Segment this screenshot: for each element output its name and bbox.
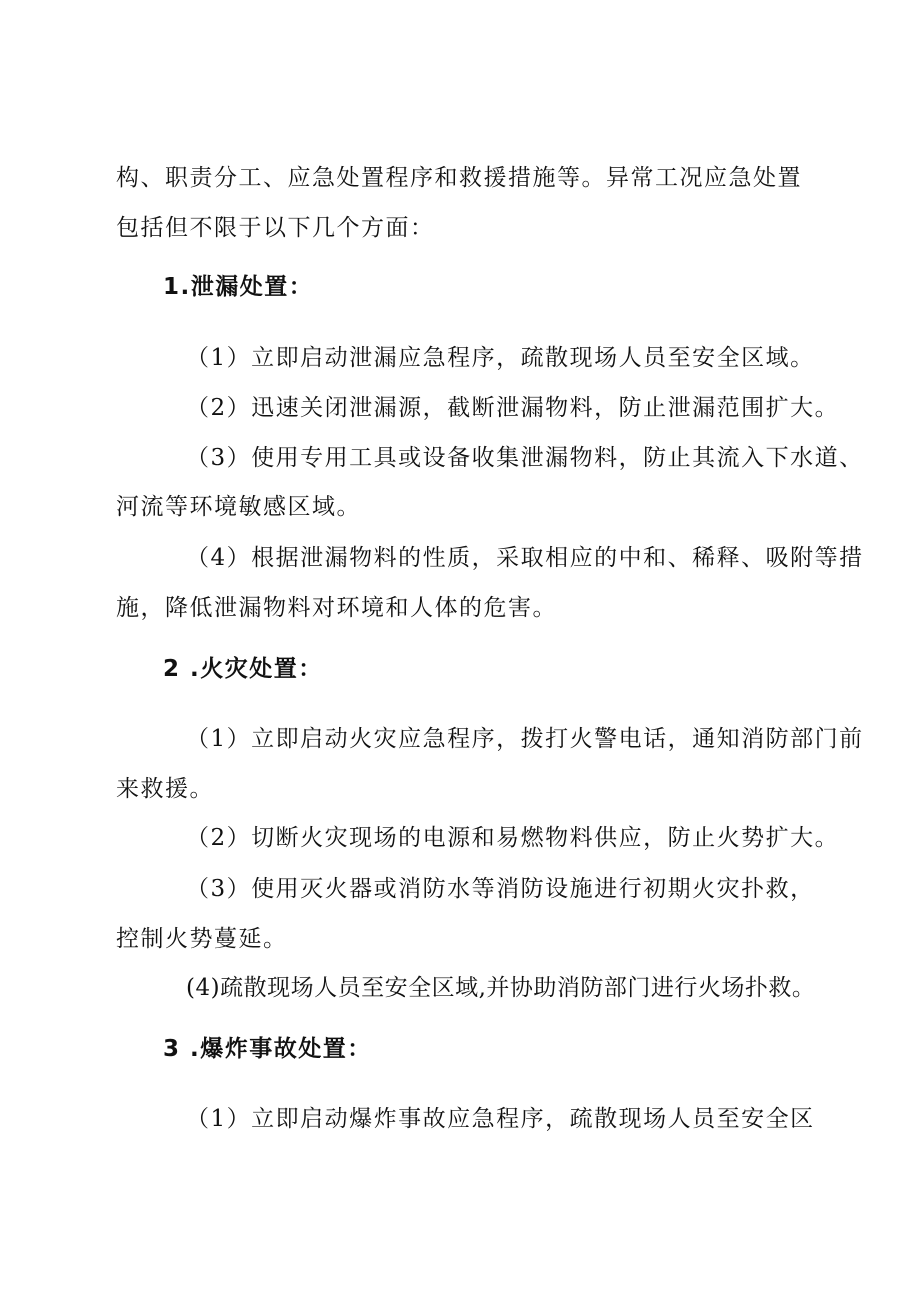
fire-item-3-line-1: （3）使用灭火器或消防水等消防设施进行初期火灾扑救， — [186, 876, 815, 902]
leak-item-4-line-2: 施，降低泄漏物料对环境和人体的危害。 — [116, 595, 557, 621]
section-heading-fire: 2 .火灾处置： — [163, 656, 323, 682]
fire-item-1-line-2: 来救援。 — [116, 776, 214, 802]
leak-item-3-line-1: （3）使用专用工具或设备收集泄漏物料，防止其流入下水道、 — [186, 445, 864, 471]
section-heading-leak: 1.泄漏处置： — [163, 274, 314, 300]
fire-item-4-line-1: (4)疏散现场人员至安全区域,并协助消防部门进行火场扑救。 — [186, 975, 816, 1001]
explosion-item-1-line-1: （1）立即启动爆炸事故应急程序，疏散现场人员至安全区 — [186, 1106, 815, 1132]
intro-line-2: 包括但不限于以下几个方面： — [116, 215, 435, 241]
leak-item-2-line-1: （2）迅速关闭泄漏源，截断泄漏物料，防止泄漏范围扩大。 — [186, 395, 840, 421]
intro-line-1: 构、职责分工、应急处置程序和救援措施等。异常工况应急处置 — [116, 165, 802, 191]
leak-item-1-line-1: （1）立即启动泄漏应急程序，疏散现场人员至安全区域。 — [186, 345, 815, 371]
leak-item-3-line-2: 河流等环境敏感区域。 — [116, 494, 361, 520]
fire-item-2-line-1: （2）切断火灾现场的电源和易燃物料供应，防止火势扩大。 — [186, 825, 840, 851]
fire-item-3-line-2: 控制火势蔓延。 — [116, 926, 288, 952]
leak-item-4-line-1: （4）根据泄漏物料的性质，采取相应的中和、稀释、吸附等措 — [186, 545, 864, 571]
fire-item-1-line-1: （1）立即启动火灾应急程序，拨打火警电话，通知消防部门前 — [186, 726, 864, 752]
section-heading-explosion: 3 .爆炸事故处置： — [163, 1036, 372, 1062]
